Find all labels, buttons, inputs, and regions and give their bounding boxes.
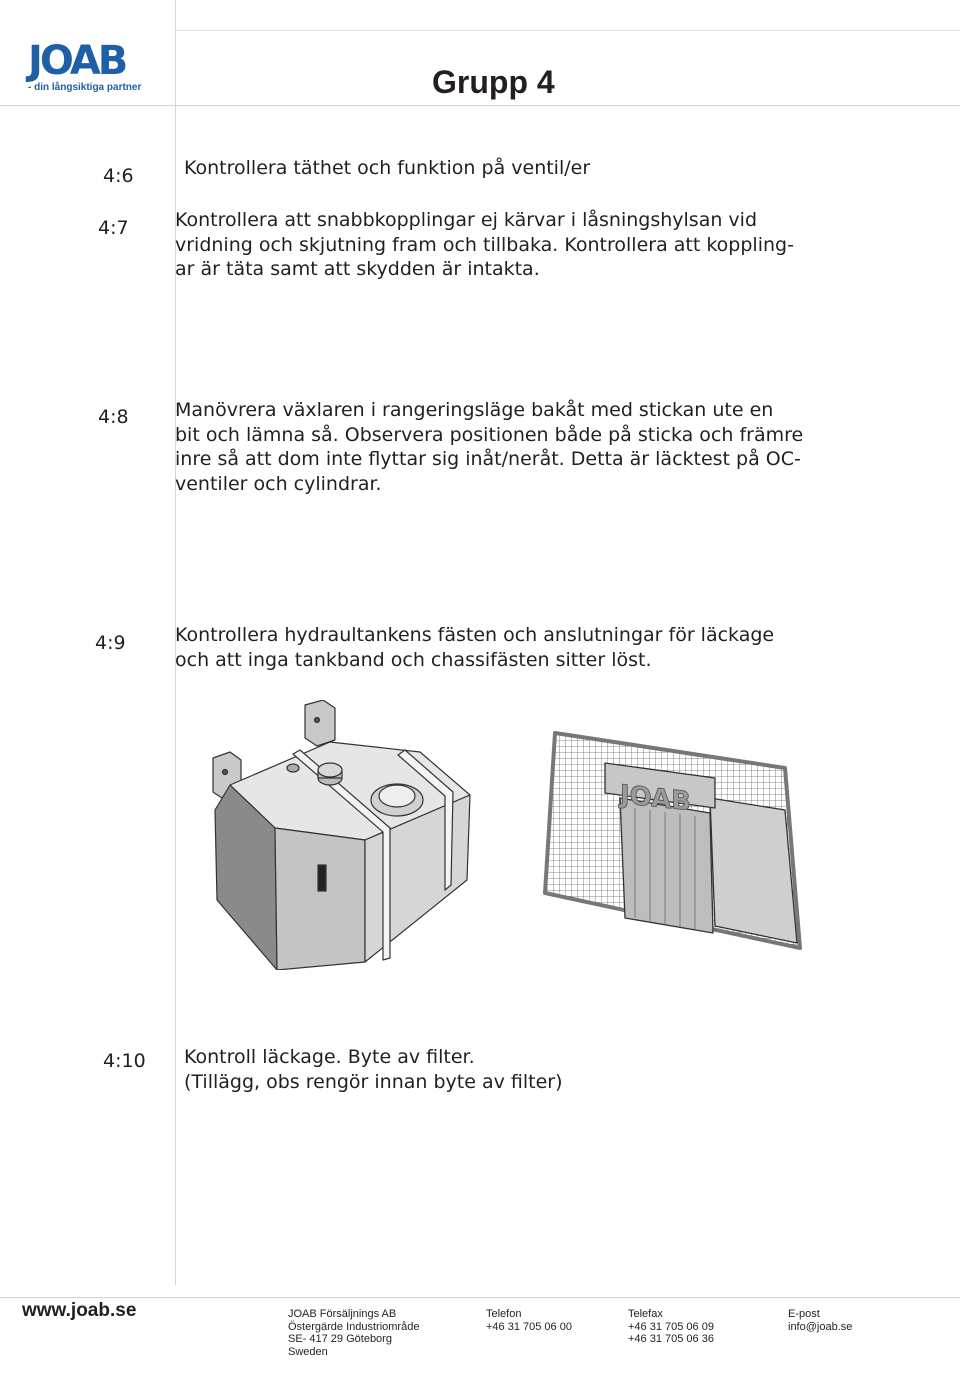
logo-word: JOAB — [28, 38, 126, 84]
item-text — [184, 156, 590, 181]
phone-value: +46 31 705 06 00 — [486, 1320, 572, 1333]
footer-email — [788, 1308, 852, 1333]
page-title: Grupp 4 — [432, 64, 555, 100]
address-line: Sweden — [288, 1345, 328, 1358]
item-line: vridning och skjutning fram och tillbaka. Kontrollera att koppling- — [175, 233, 794, 256]
rack-logo-text: JOAB — [620, 779, 692, 818]
item-text — [184, 1045, 563, 1094]
footer-address — [288, 1308, 419, 1358]
rack-illustration — [535, 728, 805, 963]
item-line: Kontrollera täthet och funktion på ventil/er — [184, 157, 591, 179]
address-line: JOAB Försäljnings AB — [288, 1308, 397, 1320]
item-line: ventiler och cylindrar. — [175, 472, 382, 495]
item-line: inre så att dom inte flyttar sig inåt/neråt. Detta är läcktest på OC- — [175, 448, 801, 470]
item-line: Kontrollera att snabbkopplingar ej kärvar i låsningshylsan vid — [175, 209, 758, 231]
item-line: Kontroll läckage. Byte av filter. — [184, 1046, 475, 1068]
fax-value: +46 31 705 06 36 — [628, 1333, 714, 1345]
item-line: Kontrollera hydraultankens fästen och anslutningar för läckage — [175, 624, 775, 646]
joab-logo — [28, 40, 158, 93]
item-text — [175, 208, 794, 282]
item-line: och att inga tankband och chassifästen sitter löst. — [175, 648, 652, 671]
fax-value: +46 31 705 06 09 — [628, 1320, 714, 1333]
item-number: 4:7 — [98, 217, 129, 239]
footer-rule — [0, 1297, 960, 1298]
fax-label: Telefax — [628, 1308, 663, 1320]
header-rule — [0, 105, 960, 106]
item-text — [175, 398, 803, 496]
address-line: SE- 417 29 Göteborg — [288, 1333, 392, 1345]
logo-tagline: - din långsiktiga partner — [28, 82, 142, 93]
item-line: (Tillägg, obs rengör innan byte av filter) — [184, 1070, 563, 1093]
footer-phone — [486, 1308, 572, 1333]
item-line: bit och lämna så. Observera positionen både på sticka och främre — [175, 423, 804, 446]
footer-fax — [628, 1308, 714, 1346]
footer-website[interactable]: www.joab.se — [22, 1300, 137, 1321]
item-number: 4:6 — [103, 165, 134, 187]
header-rule-top — [175, 30, 960, 31]
item-number: 4:9 — [95, 632, 126, 654]
item-number: 4:8 — [98, 406, 129, 428]
item-number: 4:10 — [103, 1050, 146, 1072]
phone-label: Telefon — [486, 1308, 522, 1320]
email-label: E-post — [788, 1308, 820, 1320]
hydraulic-tank-illustration — [205, 700, 475, 970]
address-line: Östergärde Industriområde — [288, 1320, 420, 1333]
item-line: ar är täta samt att skydden är intakta. — [175, 258, 540, 280]
item-line: Manövrera växlaren i rangeringsläge bakåt med stickan ute en — [175, 399, 774, 421]
email-value[interactable]: info@joab.se — [788, 1320, 853, 1333]
item-text — [175, 623, 774, 672]
